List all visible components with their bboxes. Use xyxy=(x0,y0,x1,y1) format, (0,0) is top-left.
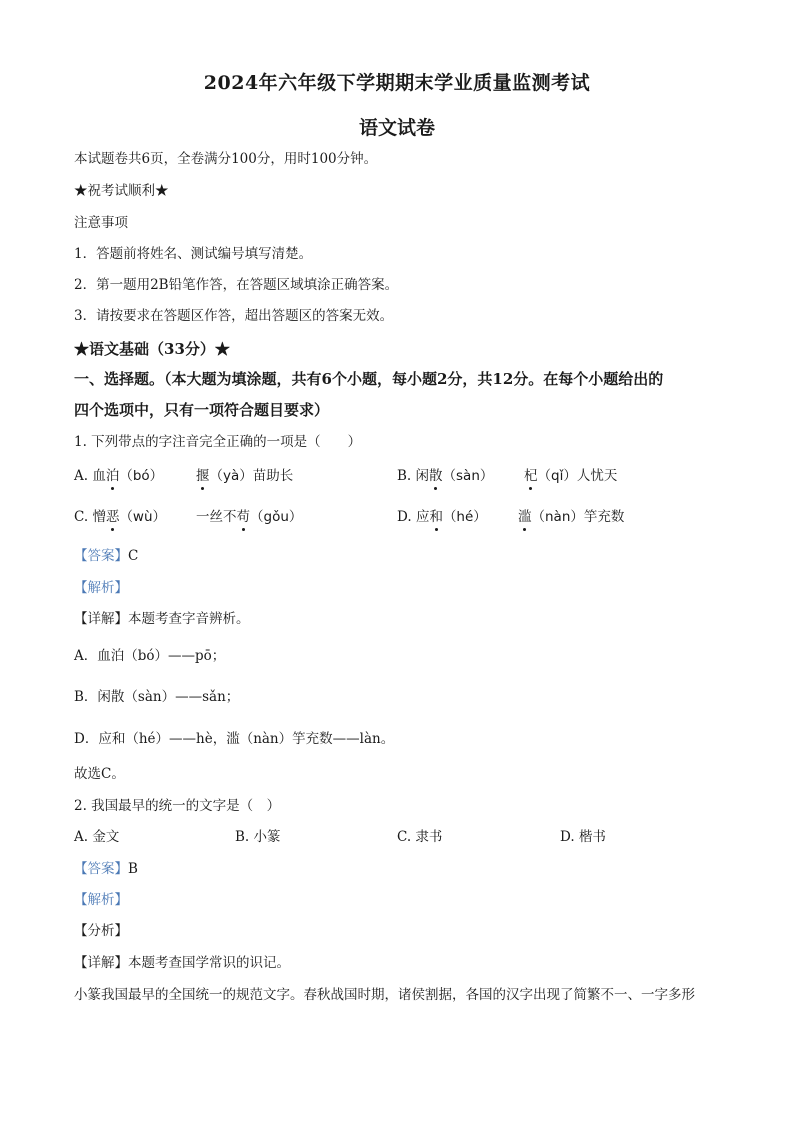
q1-option-a: A. 血泊（bó） xyxy=(74,468,164,484)
q1-option-c-word2: 一丝不苟（gǒu） xyxy=(196,509,303,525)
question-2-stem: 2. 我国最早的统一的文字是（ ） xyxy=(74,798,281,814)
dotted-char: 杞 xyxy=(524,468,538,484)
q1-explain-line: A．血泊（bó）——pō； xyxy=(74,648,226,664)
answer-tag: 【答案】 xyxy=(74,861,128,877)
dotted-char: 和 xyxy=(429,509,443,525)
dotted-char: 苟 xyxy=(236,509,250,525)
dotted-char: 恶 xyxy=(105,509,120,525)
note-item: 2．第一题用2B铅笔作答，在答题区域填涂正确答案。 xyxy=(74,277,399,293)
q1-detail: 【详解】本题考查字音辨析。 xyxy=(74,611,250,627)
note-item: 1．答题前将姓名、测试编号填写清楚。 xyxy=(74,246,313,262)
q2-answer: 【答案】B xyxy=(74,861,138,877)
exam-subtitle: 语文试卷 xyxy=(358,117,435,139)
q1-option-d-word2: 滥（nàn）竽充数 xyxy=(518,509,625,525)
q2-analysis2: 【分析】 xyxy=(74,923,128,939)
q1-answer: 【答案】C xyxy=(74,548,139,564)
part-heading-line2: 四个选项中，只有一项符合题目要求） xyxy=(74,401,330,419)
answer-tag: 【答案】 xyxy=(74,548,128,564)
part-heading-line1: 一、选择题。（本大题为填涂题，共有6个小题，每小题2分，共12分。在每个小题给出的 xyxy=(74,370,664,388)
q1-option-c: C. 憎恶（wù） xyxy=(74,509,167,525)
q1-conclusion: 故选C。 xyxy=(74,766,125,782)
q2-analysis-tag: 【解析】 xyxy=(74,892,128,908)
q1-option-b: B. 闲散（sàn） xyxy=(397,468,494,484)
q2-text: 小篆我国最早的全国统一的规范文字。春秋战国时期，诸侯割据，各国的汉字出现了简繁不一、一字多形 xyxy=(74,987,695,1003)
q1-explain-line: D．应和（hé）——hè，滥（nàn）竽充数——làn。 xyxy=(74,731,395,747)
wish-line: ★祝考试顺利★ xyxy=(74,183,169,199)
q1-option-d: D. 应和（hé） xyxy=(397,509,487,525)
q1-explain-line: B．闲散（sàn）——sǎn； xyxy=(74,689,240,705)
q2-option-d: D. 楷书 xyxy=(560,829,606,845)
dotted-char: 揠 xyxy=(196,468,210,484)
q2-option-b: B. 小篆 xyxy=(235,829,281,845)
q1-option-b-word2: 杞（qǐ）人忧天 xyxy=(524,468,618,484)
intro-line: 本试题卷共6页，全卷满分100分，用时100分钟。 xyxy=(74,151,378,167)
note-item: 3．请按要求在答题区作答，超出答题区的答案无效。 xyxy=(74,308,394,324)
q2-detail: 【详解】本题考查国学常识的识记。 xyxy=(74,955,290,971)
dotted-char: 散 xyxy=(429,468,443,484)
dotted-char: 滥 xyxy=(518,509,532,525)
q1-option-a-word2: 揠（yà）苗助长 xyxy=(196,468,294,484)
q1-analysis-tag: 【解析】 xyxy=(74,580,128,596)
dotted-char: 泊 xyxy=(105,468,120,484)
exam-title: 2024年六年级下学期期末学业质量监测考试 xyxy=(203,72,591,94)
section-title: ★语文基础（33分）★ xyxy=(74,340,230,358)
q2-option-a: A. 金文 xyxy=(74,829,120,845)
notice-title: 注意事项 xyxy=(74,215,128,231)
question-1-stem: 1. 下列带点的字注音完全正确的一项是（ ） xyxy=(74,434,362,450)
q2-option-c: C. 隶书 xyxy=(397,829,443,845)
